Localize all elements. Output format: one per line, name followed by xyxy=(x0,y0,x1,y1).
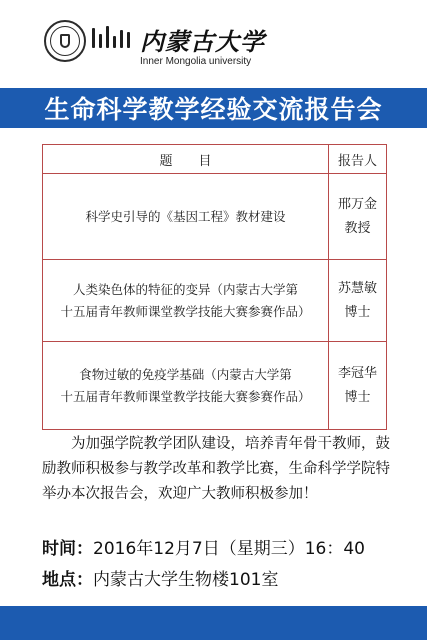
event-place xyxy=(42,565,278,590)
poster-title: 生命科学教学经验交流报告会 xyxy=(44,95,383,124)
title-banner xyxy=(0,88,427,128)
table-header-row xyxy=(43,145,387,174)
time-label: 时间： xyxy=(42,539,93,559)
event-time xyxy=(42,534,365,559)
poster-header xyxy=(0,0,427,88)
mongolian-script-logo xyxy=(92,26,134,48)
university-name-en: Inner Mongolia university xyxy=(140,56,252,67)
topic-line: 十五届青年教师课堂教学技能大赛参赛作品） xyxy=(60,388,311,404)
report-schedule-table xyxy=(42,144,387,430)
report-speaker xyxy=(329,342,387,430)
header-speaker: 报告人 xyxy=(329,145,387,174)
table-row xyxy=(43,342,387,430)
speaker-title: 教授 xyxy=(344,220,371,236)
speaker-name: 李冠华 xyxy=(337,365,377,381)
topic-line: 十五届青年教师课堂教学技能大赛参赛作品） xyxy=(60,303,311,319)
report-speaker xyxy=(329,174,387,260)
report-topic xyxy=(43,260,329,342)
header-topic: 题 目 xyxy=(43,145,329,174)
place-value: 内蒙古大学生物楼101室 xyxy=(93,570,279,590)
speaker-title: 博士 xyxy=(344,389,371,405)
place-label: 地点： xyxy=(42,570,93,590)
speaker-title: 博士 xyxy=(344,304,371,320)
topic-line: 人类染色体的特征的变异（内蒙古大学第 xyxy=(72,281,298,297)
footer-band xyxy=(0,606,427,640)
report-speaker xyxy=(329,260,387,342)
speaker-name: 苏慧敏 xyxy=(337,280,377,296)
speaker-name: 邢万金 xyxy=(337,196,377,212)
intro-paragraph: 为加强学院教学团队建设，培养青年骨干教师，鼓励教师积极参与教学改革和教学比赛，生命科学学院特举办本次报告会，欢迎广大教师积极参加！ xyxy=(42,436,390,502)
table-row xyxy=(43,174,387,260)
table-row xyxy=(43,260,387,342)
report-topic xyxy=(43,342,329,430)
university-emblem-icon xyxy=(44,20,86,62)
topic-line: 科学史引导的《基因工程》教材建设 xyxy=(85,208,286,224)
report-topic xyxy=(43,174,329,260)
university-name-cn: 内蒙古大学 xyxy=(140,27,265,56)
topic-line: 食物过敏的免疫学基础（内蒙古大学第 xyxy=(79,366,292,382)
time-value: 2016年12月7日（星期三）16：40 xyxy=(93,539,365,559)
